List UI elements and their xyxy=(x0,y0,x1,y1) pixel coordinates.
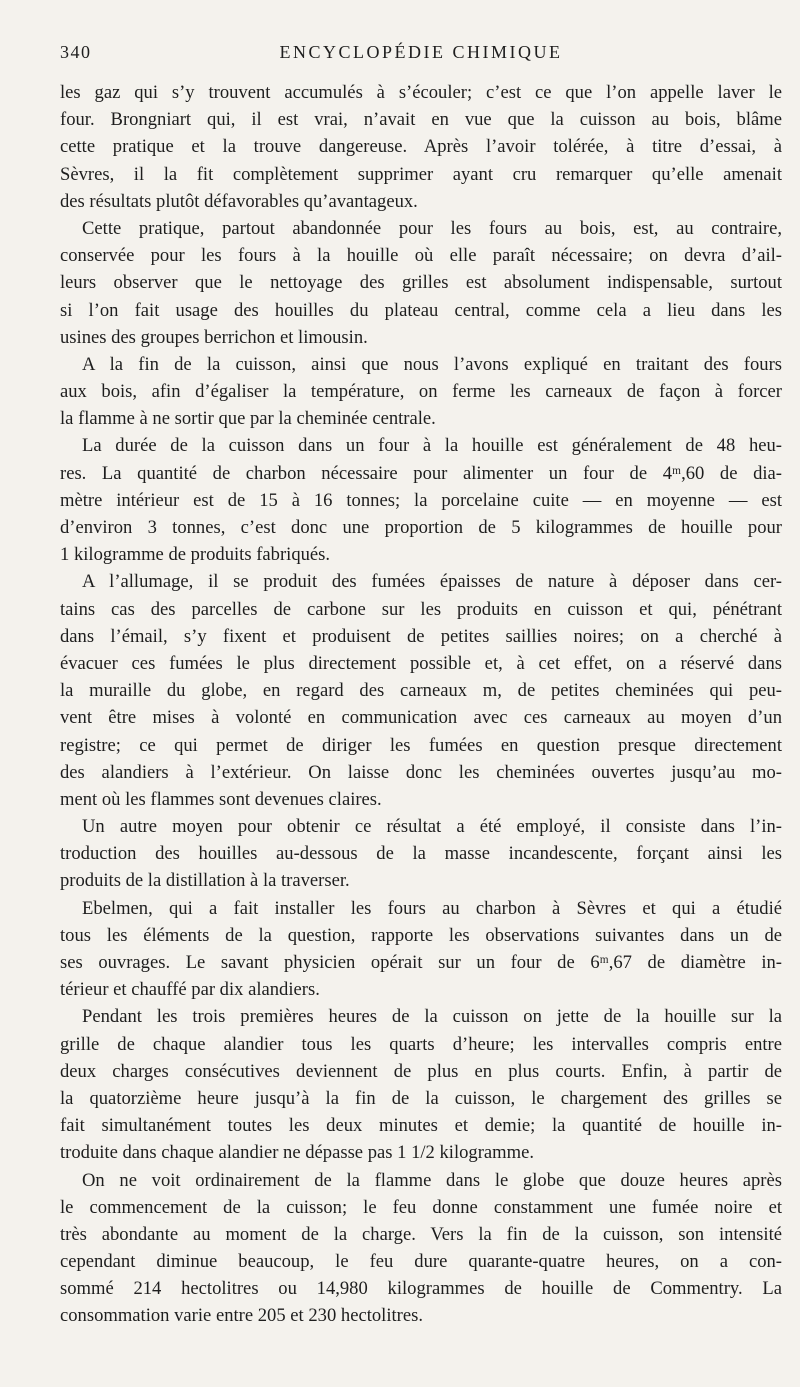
text-line: leurs observer que le nettoyage des grilles est absolument indispensable, surtout xyxy=(60,272,782,294)
text-line: la quatorzième heure jusqu’à la fin de la cuisson, le chargement des grilles se xyxy=(60,1087,782,1109)
text-line: Pendant les trois premières heures de la cuisson on jette de la houille sur la xyxy=(82,1006,782,1028)
text-line: fait simultanément toutes les deux minutes et demie; la quantité de houille in- xyxy=(60,1115,782,1137)
text-line: ses ouvrages. Le savant physicien opérait sur un four de 6ᵐ,67 de diamètre in- xyxy=(60,952,782,973)
text-line: 1 kilogramme de produits fabriqués. xyxy=(60,544,331,566)
text-line: mètre intérieur est de 15 à 16 tonnes; la porcelaine cuite — en moyenne — est xyxy=(60,489,782,511)
text-line: troduction des houilles au-dessous de la masse incandescente, forçant ainsi les xyxy=(60,843,782,865)
text-line: A l’allumage, il se produit des fumées épaisses de nature à déposer dans cer- xyxy=(82,571,782,593)
paragraph xyxy=(60,813,782,895)
text-line: troduite dans chaque alandier ne dépasse pas 1 1/2 kilogramme. xyxy=(60,1142,534,1164)
text-line: res. La quantité de charbon nécessaire pour alimenter un four de 4ᵐ,60 de dia- xyxy=(60,462,782,484)
text-line: vent être mises à volonté en communication avec ces carneaux au moyen d’un xyxy=(60,707,782,729)
text-line: des alandiers à l’extérieur. On laisse donc les cheminées ouvertes jusqu’au mo- xyxy=(60,761,782,783)
text-line: grille de chaque alandier tous les quarts d’heure; les intervalles compris entre xyxy=(60,1033,782,1055)
page-header xyxy=(60,42,782,66)
text-line: aux bois, afin d’égaliser la température, on ferme les carneaux de façon à forcer xyxy=(60,381,782,403)
text-line: cette pratique et la trouve dangereuse. Après l’avoir tolérée, à titre d’essai, à xyxy=(60,136,782,158)
text-line: registre; ce qui permet de diriger les fumées en question presque directement xyxy=(60,734,782,756)
paragraph xyxy=(60,215,782,351)
text-line: évacuer ces fumées le plus directement possible et, à cet effet, on a réservé dans xyxy=(60,652,782,674)
text-line: si l’on fait usage des houilles du plateau central, comme cela a lieu dans les xyxy=(60,299,782,321)
text-line: tous les éléments de la question, rapporte les observations suivantes dans un de xyxy=(60,924,782,946)
paragraph xyxy=(60,351,782,433)
text-line: dans l’émail, s’y fixent et produisent de petites saillies noires; on a cherché à xyxy=(60,625,782,647)
text-line: Un autre moyen pour obtenir ce résultat a été employé, il consiste dans l’in- xyxy=(82,816,782,838)
text-line: Sèvres, il la fit complètement supprimer ayant cru remarquer qu’elle amenait xyxy=(60,163,782,185)
text-line: la muraille du globe, en regard des carneaux m, de petites cheminées qui peu- xyxy=(60,680,782,702)
text-line: d’environ 3 tonnes, c’est donc une proportion de 5 kilogrammes de houille pour xyxy=(60,517,782,538)
text-line: usines des groupes berrichon et limousin. xyxy=(60,326,368,348)
text-line: Ebelmen, qui a fait installer les fours au charbon à Sèvres et qui a étudié xyxy=(82,897,782,919)
text-line: tains cas des parcelles de carbone sur les produits en cuisson et qui, pénétrant xyxy=(60,598,782,620)
text-line: La durée de la cuisson dans un four à la houille est généralement de 48 heu- xyxy=(82,435,782,457)
text-line: On ne voit ordinairement de la flamme dans le globe que douze heures après xyxy=(82,1169,782,1191)
text-line: très abondante au moment de la charge. Vers la fin de la cuisson, son intensité xyxy=(60,1223,782,1245)
text-line: deux charges consécutives deviennent de plus en plus courts. Enfin, à partir de xyxy=(60,1060,782,1082)
page-number: 340 xyxy=(60,42,92,62)
text-line: cependant diminue beaucoup, le feu dure quarante-quatre heures, on a con- xyxy=(60,1251,782,1273)
running-title: ENCYCLOPÉDIE CHIMIQUE xyxy=(279,42,563,62)
text-line: sommé 214 hectolitres ou 14,980 kilogrammes de houille de Commentry. La xyxy=(60,1278,782,1300)
paragraph xyxy=(60,895,782,1004)
paragraph xyxy=(60,1167,782,1330)
text-line: le commencement de la cuisson; le feu donne constamment une fumée noire et xyxy=(60,1196,782,1218)
paragraph xyxy=(60,432,782,568)
text-line: four. Brongniart qui, il est vrai, n’avait en vue que la cuisson au bois, blâme xyxy=(60,109,782,131)
paragraph xyxy=(60,1003,782,1166)
text-line: produits de la distillation à la traverser. xyxy=(60,870,350,892)
text-line: Cette pratique, partout abandonnée pour les fours au bois, est, au contraire, xyxy=(82,217,782,239)
text-line: des résultats plutôt défavorables qu’avantageux. xyxy=(60,190,418,212)
paragraph xyxy=(60,568,782,813)
text-line: conservée pour les fours à la houille où elle paraît nécessaire; on devra d’ail- xyxy=(60,245,782,267)
text-line: A la fin de la cuisson, ainsi que nous l’avons expliqué en traitant des fours xyxy=(82,353,782,375)
text-line: les gaz qui s’y trouvent accumulés à s’écouler; c’est ce que l’on appelle laver le xyxy=(60,82,782,103)
text-line: ment où les flammes sont devenues claires. xyxy=(60,788,382,810)
text-line: la flamme à ne sortir que par la cheminée centrale. xyxy=(60,408,436,430)
text-line: consommation varie entre 205 et 230 hectolitres. xyxy=(60,1305,423,1327)
paragraph xyxy=(60,79,782,215)
text-line: térieur et chauffé par dix alandiers. xyxy=(60,979,320,1001)
body-text xyxy=(60,79,782,1330)
